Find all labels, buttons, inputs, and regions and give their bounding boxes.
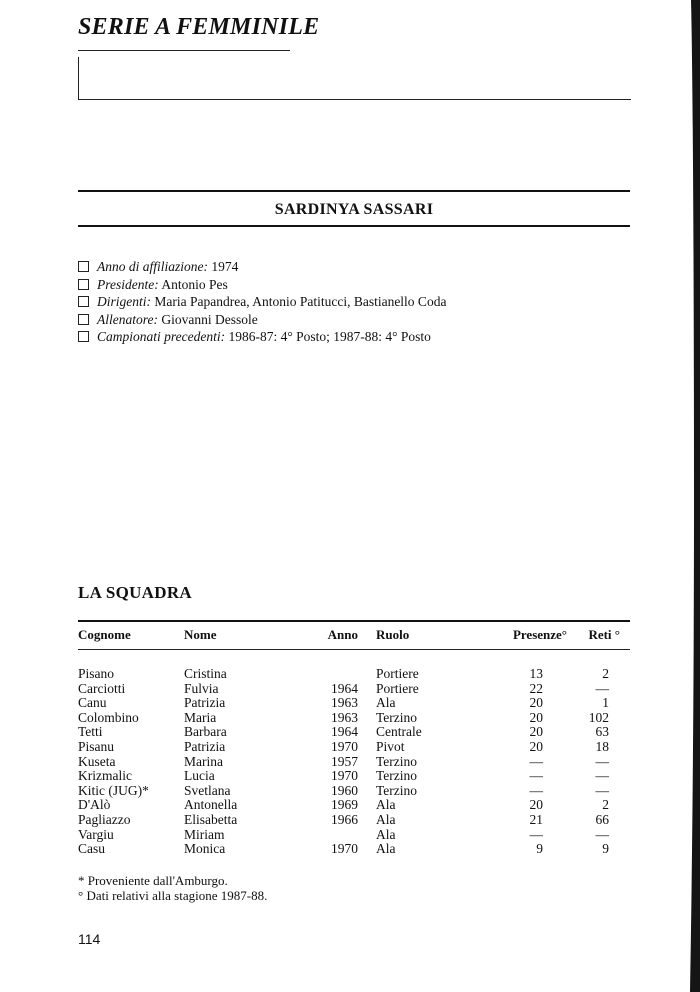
cell-ruolo: Terzino [376, 768, 418, 784]
table-row [0, 827, 700, 842]
cell-nome: Antonella [184, 797, 238, 813]
cell-ruolo: Ala [376, 811, 396, 827]
cell-reti: 2 [602, 797, 609, 813]
cell-presenze: 20 [529, 695, 543, 711]
cell-cognome: Krizmalic [78, 768, 132, 784]
cell-nome: Patrizia [184, 695, 226, 711]
cell-presenze: 21 [529, 811, 543, 827]
col-header-ruolo: Ruolo [376, 627, 410, 642]
cell-presenze: 22 [529, 680, 543, 696]
info-item-affiliazione: Anno di affiliazione: 1974 [78, 258, 446, 276]
cell-anno: 1970 [331, 768, 358, 784]
cell-cognome: Casu [78, 841, 105, 857]
cell-reti: 1 [602, 695, 609, 711]
cell-anno: 1960 [331, 782, 358, 798]
footnotes [78, 873, 267, 903]
cell-nome: Lucia [184, 768, 215, 784]
table-row [0, 681, 700, 696]
cell-cognome: Tetti [78, 724, 103, 740]
cell-reti: 66 [595, 811, 609, 827]
team-name: SARDINYA SASSARI [274, 201, 434, 218]
cell-cognome: Pisano [78, 666, 115, 681]
cell-reti: 63 [595, 724, 609, 740]
cell-nome: Cristina [184, 666, 227, 681]
cell-cognome: Carciotti [78, 680, 126, 696]
cell-reti: 18 [595, 738, 609, 754]
cell-reti: 9 [602, 841, 609, 857]
section-title: SERIE A FEMMINILE [78, 14, 320, 40]
checkbox-icon [78, 296, 89, 307]
squad-table-body [0, 666, 700, 856]
cell-ruolo: Terzino [376, 753, 418, 769]
cell-nome: Barbara [184, 724, 227, 740]
cell-reti: — [595, 826, 609, 842]
cell-anno: 1963 [331, 695, 358, 711]
cell-anno: 1969 [331, 797, 358, 813]
cell-ruolo: Pivot [376, 738, 405, 754]
checkbox-icon [78, 261, 89, 272]
cell-presenze: 20 [529, 797, 543, 813]
col-header-anno: Anno [327, 627, 358, 642]
cell-nome: Maria [184, 709, 217, 725]
cell-reti: 102 [588, 709, 609, 725]
cell-anno: 1964 [331, 724, 358, 740]
footnote-season: ° Dati relativi alla stagione 1987-88. [78, 888, 268, 903]
cell-ruolo: Ala [376, 841, 396, 857]
checkbox-icon [78, 314, 89, 325]
cell-anno: 1964 [331, 680, 358, 696]
checkbox-icon [78, 279, 89, 290]
cell-cognome: Colombino [78, 709, 139, 725]
cell-cognome: Vargiu [78, 826, 114, 842]
team-rule-top [78, 190, 630, 192]
cell-cognome: Kuseta [78, 753, 116, 769]
cell-reti: — [595, 680, 609, 696]
table-row [0, 666, 700, 681]
table-row [0, 754, 700, 769]
info-item-campionati: Campionati precedenti: 1986-87: 4° Posto; 1987-88: 4° Posto [78, 328, 446, 346]
table-rule-header [78, 649, 630, 650]
cell-reti: — [595, 768, 609, 784]
cell-nome: Miriam [184, 826, 225, 842]
cell-presenze: 9 [536, 841, 543, 857]
squad-title: LA SQUADRA [78, 583, 192, 602]
cell-nome: Fulvia [184, 680, 219, 696]
cell-nome: Monica [184, 841, 226, 857]
cell-anno: 1970 [331, 841, 358, 857]
info-item-presidente: Presidente: Antonio Pes [78, 276, 446, 294]
table-row [0, 812, 700, 827]
cell-presenze: — [529, 753, 543, 769]
cell-cognome: Pagliazzo [78, 811, 131, 827]
cell-ruolo: Ala [376, 695, 396, 711]
table-row [0, 841, 700, 856]
table-row [0, 739, 700, 754]
cell-presenze: 20 [529, 738, 543, 754]
cell-anno: 1957 [331, 753, 358, 769]
page-edge-shadow [688, 0, 700, 992]
team-rule-bottom [78, 225, 630, 227]
info-item-dirigenti: Dirigenti: Maria Papandrea, Antonio Patitucci, Bastianello Coda [78, 293, 446, 311]
cell-presenze: 20 [529, 724, 543, 740]
cell-ruolo: Centrale [376, 724, 422, 740]
table-row [0, 710, 700, 725]
footnote-transfer: * Proveniente dall'Amburgo. [78, 873, 228, 888]
table-row [0, 695, 700, 710]
cell-nome: Elisabetta [184, 811, 238, 827]
col-header-presenze: Presenze° [512, 627, 567, 642]
cell-ruolo: Ala [376, 797, 396, 813]
cell-nome: Svetlana [184, 782, 231, 798]
cell-ruolo: Terzino [376, 709, 418, 725]
cell-nome: Marina [184, 753, 223, 769]
table-row [0, 724, 700, 739]
cell-nome: Patrizia [184, 738, 226, 754]
cell-presenze: 20 [529, 709, 543, 725]
checkbox-icon [78, 331, 89, 342]
table-row [0, 768, 700, 783]
cell-cognome: Kitic (JUG)* [78, 782, 149, 798]
cell-ruolo: Ala [376, 826, 396, 842]
team-info-list [78, 258, 446, 346]
cell-cognome: Pisanu [78, 738, 115, 754]
header-rule [78, 50, 290, 51]
col-header-reti: Reti ° [588, 627, 620, 642]
cell-reti: 2 [602, 666, 609, 681]
cell-ruolo: Portiere [376, 666, 419, 681]
cell-reti: — [595, 782, 609, 798]
cell-anno: 1970 [331, 738, 358, 754]
col-header-nome: Nome [184, 627, 217, 642]
cell-cognome: D'Alò [78, 797, 111, 813]
header-frame [78, 57, 631, 100]
cell-anno: 1963 [331, 709, 358, 725]
cell-presenze: — [529, 768, 543, 784]
table-row [0, 797, 700, 812]
page-number: 114 [78, 931, 101, 947]
cell-anno: 1966 [331, 811, 358, 827]
cell-reti: — [595, 753, 609, 769]
cell-presenze: — [529, 826, 543, 842]
cell-presenze: 13 [529, 666, 543, 681]
col-header-cognome: Cognome [78, 627, 131, 642]
info-item-allenatore: Allenatore: Giovanni Dessole [78, 311, 446, 329]
cell-ruolo: Terzino [376, 782, 418, 798]
cell-cognome: Canu [78, 695, 107, 711]
table-rule-top [78, 620, 630, 622]
table-row [0, 783, 700, 798]
cell-ruolo: Portiere [376, 680, 419, 696]
cell-presenze: — [529, 782, 543, 798]
